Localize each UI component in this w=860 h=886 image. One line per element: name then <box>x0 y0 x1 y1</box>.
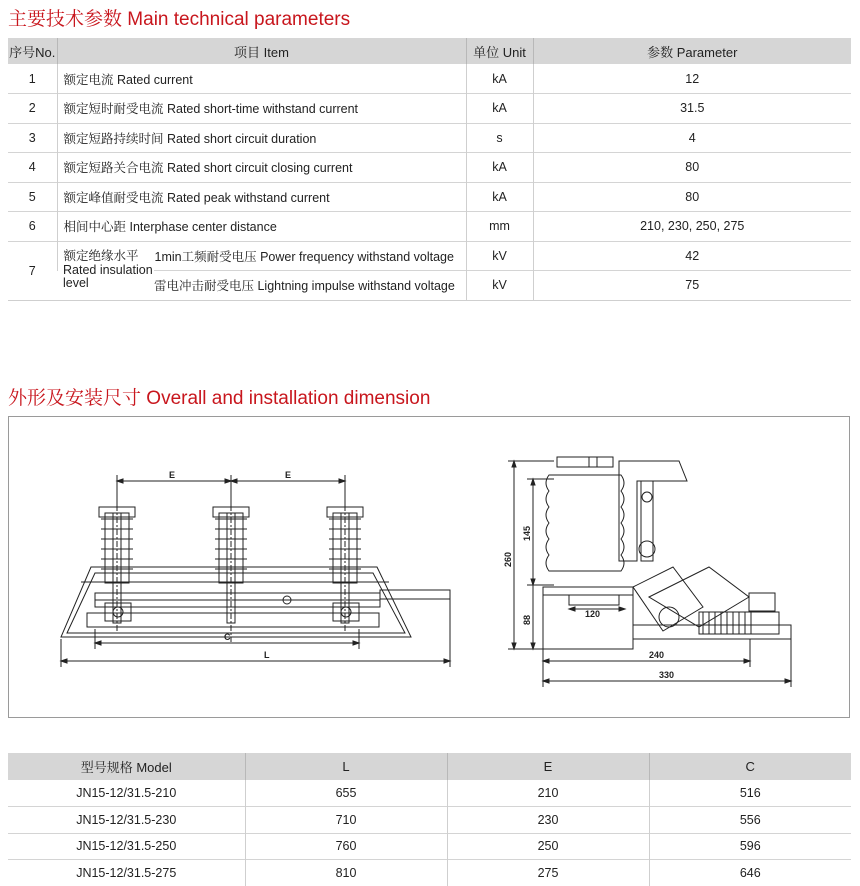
models-table <box>8 753 851 886</box>
header-item: 项目 Item <box>57 38 466 64</box>
table-row <box>8 64 851 94</box>
section-title-en: Overall and installation dimension <box>146 388 431 409</box>
insulation-label-en2: level <box>63 276 89 290</box>
row-item: 额定电流 Rated current <box>57 64 466 94</box>
label-e2: E <box>285 470 292 480</box>
row-no: 1 <box>28 71 36 86</box>
row-value: 210, 230, 250, 275 <box>533 212 851 242</box>
cell-e: 275 <box>447 860 649 886</box>
side-insulator <box>546 475 624 571</box>
table-row <box>8 94 851 124</box>
arrow <box>95 641 101 645</box>
table-header-row <box>8 38 851 64</box>
cell-c: 646 <box>649 860 851 886</box>
row-unit: kV <box>466 271 533 301</box>
cell-c: 516 <box>649 780 851 807</box>
row-unit: s <box>466 123 533 153</box>
side-base-plate <box>633 625 791 639</box>
table-row <box>8 271 851 301</box>
arrow <box>531 579 535 585</box>
section-title-cn: 外形及安装尺寸 <box>8 387 142 409</box>
table-row <box>8 212 851 242</box>
table-row <box>8 123 851 153</box>
label-120: 120 <box>585 609 601 619</box>
row-no: 6 <box>8 212 57 242</box>
header-model: 型号规格 Model <box>8 753 245 780</box>
cell-l: 710 <box>245 807 447 834</box>
insulation-label-en1: Rated insulation <box>63 263 153 277</box>
side-mechanism <box>633 567 703 631</box>
row-item: 额定短路关合电流 Rated short circuit closing current <box>57 153 466 183</box>
header-unit: 单位 Unit <box>466 38 533 64</box>
drawing-svg <box>9 417 851 719</box>
row-item: 相间中心距 Interphase center distance <box>57 212 466 242</box>
arrow <box>353 641 359 645</box>
header-l: L <box>245 753 447 780</box>
arrow <box>512 461 516 467</box>
table-row <box>8 860 851 886</box>
cell-e: 230 <box>447 807 649 834</box>
section-title-en: Main technical parameters <box>127 9 351 30</box>
row-unit: kV <box>466 241 533 271</box>
sub-item-label: 雷电冲击耐受电压 Lightning impulse withstand voltage <box>154 279 455 293</box>
cell-l: 655 <box>245 780 447 807</box>
row-value: 4 <box>533 123 851 153</box>
table-row <box>8 182 851 212</box>
label-240: 240 <box>649 650 665 660</box>
row-no: 3 <box>8 123 57 153</box>
cell-l: 810 <box>245 860 447 886</box>
arrow <box>512 643 516 649</box>
row-value: 80 <box>533 182 851 212</box>
section-title-dimension <box>8 383 430 410</box>
row-unit: mm <box>466 212 533 242</box>
table-row <box>8 807 851 834</box>
row-value: 31.5 <box>533 94 851 124</box>
arrow <box>61 659 67 663</box>
row-value: 12 <box>533 64 851 94</box>
label-88: 88 <box>522 614 532 625</box>
row-item: 额定峰值耐受电流 Rated peak withstand current <box>57 182 466 212</box>
row-unit: kA <box>466 153 533 183</box>
arrow <box>531 479 535 485</box>
dimension-drawing <box>8 416 850 718</box>
side-blade <box>641 481 653 561</box>
cell-model: JN15-12/31.5-275 <box>8 860 245 886</box>
label-330: 330 <box>659 670 675 680</box>
header-no: 序号No. <box>8 38 57 64</box>
cell-e: 210 <box>447 780 649 807</box>
row-value: 75 <box>533 271 851 301</box>
label-l: L <box>264 650 270 660</box>
side-top-cap <box>557 457 597 467</box>
row-item: 额定短时耐受电流 Rated short-time withstand current <box>57 94 466 124</box>
header-e: E <box>447 753 649 780</box>
row-unit: kA <box>466 64 533 94</box>
row-item: 额定短路持续时间 Rated short circuit duration <box>57 123 466 153</box>
table-header-row <box>8 753 851 780</box>
parameters-table <box>8 38 851 301</box>
cell-c: 556 <box>649 807 851 834</box>
insulation-label-cn: 额定绝缘水平 <box>63 248 139 263</box>
row-unit: kA <box>466 182 533 212</box>
row-no: 4 <box>8 153 57 183</box>
sub-item-label: 1min工频耐受电压 Power frequency withstand voltage <box>154 250 454 264</box>
arrow <box>231 479 237 483</box>
header-c: C <box>649 753 851 780</box>
insulation-group-label <box>58 250 155 263</box>
label-145: 145 <box>522 525 532 541</box>
header-parameter: 参数 Parameter <box>533 38 851 64</box>
arrow <box>117 479 123 483</box>
sub-divider <box>154 270 466 271</box>
row-no: 2 <box>8 94 57 124</box>
row-value: 42 <box>533 241 851 271</box>
arrow <box>339 479 345 483</box>
arrow <box>444 659 450 663</box>
table-row <box>8 780 851 807</box>
section-title-parameters <box>8 4 350 31</box>
cell-model: JN15-12/31.5-230 <box>8 807 245 834</box>
table-row <box>8 833 851 860</box>
row-unit: kA <box>466 94 533 124</box>
row-no: 7 <box>8 241 57 300</box>
table-row <box>8 153 851 183</box>
row-no: 5 <box>8 182 57 212</box>
label-260: 260 <box>503 551 513 567</box>
label-c: C <box>224 632 231 642</box>
cell-l: 760 <box>245 833 447 860</box>
section-title-cn: 主要技术参数 <box>8 8 123 30</box>
cell-e: 250 <box>447 833 649 860</box>
arrow <box>531 643 535 649</box>
label-e1: E <box>169 470 176 480</box>
row-value: 80 <box>533 153 851 183</box>
cell-model: JN15-12/31.5-210 <box>76 786 177 800</box>
cell-c: 596 <box>649 833 851 860</box>
cell-model: JN15-12/31.5-250 <box>8 833 245 860</box>
row-item-group <box>57 263 466 301</box>
insulation-group-label-en <box>57 264 154 290</box>
